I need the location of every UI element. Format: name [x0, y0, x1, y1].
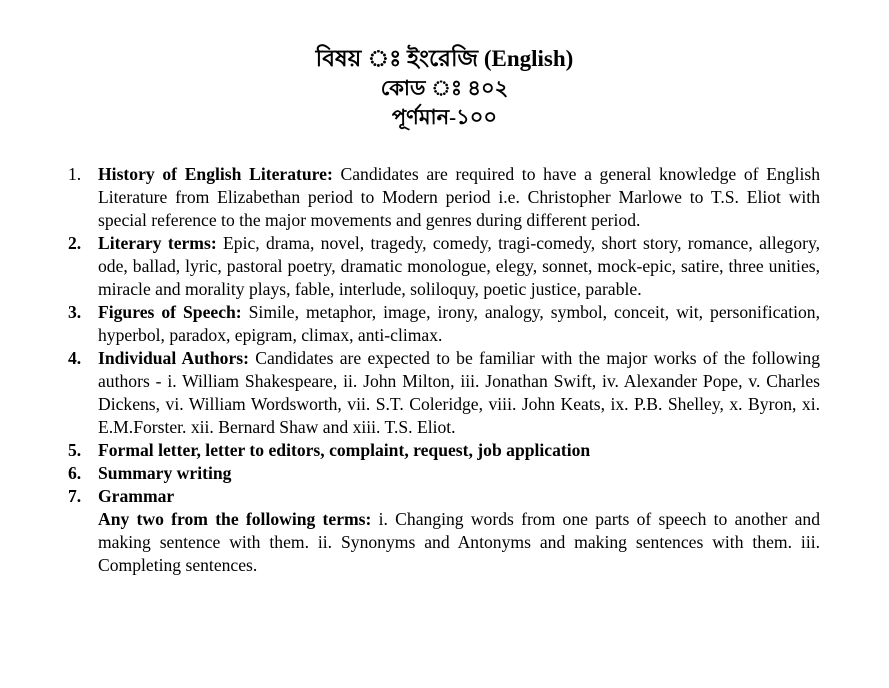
item-text: Candidates are expected to be familiar with the major works of the following authors - i. William Shakespeare, ii. John Milton, iii. Jonathan Swift, iv. Alexander Pope, v. Charles Dickens, vi. William Wordsworth, vii. S.T. Coleridge, viii. John Keats, ix. P.B. Shelley, x. Byron, xi. E.M.Forster. xii. Bernard Shaw and xiii. T.S. Eliot. [98, 348, 820, 437]
item-body [98, 485, 820, 577]
item-title: Individual Authors: [98, 348, 249, 368]
item-number: 1. [68, 164, 82, 184]
syllabus-item-formal-letter [68, 439, 820, 462]
full-marks: পূর্ণমান-১০০ [391, 105, 498, 129]
item-body [98, 439, 820, 462]
item-body [98, 301, 820, 347]
item-title: Formal letter, letter to editors, complaint, request, job application [98, 440, 591, 460]
syllabus-item-history [68, 163, 820, 232]
syllabus-list [68, 163, 820, 577]
item-text: Simile, metaphor, image, irony, analogy, symbol, conceit, wit, personification, hyperbol, paradox, epigram, climax, anti-climax. [98, 302, 820, 345]
item-title: History of English Literature: [98, 164, 333, 184]
item-text: Candidates are required to have a general knowledge of English Literature from Elizabethan period to Modern period i.e. Christopher Marlowe to T.S. Eliot with special reference to the major movements and genres during different period. [98, 164, 820, 230]
syllabus-item-figures-of-speech [68, 301, 820, 347]
item-text: Epic, drama, novel, tragedy, comedy, tragi-comedy, short story, romance, allegory, ode, ballad, lyric, pastoral poetry, dramatic monologue, elegy, sonnet, mock-epic, satire, three unities, miracle and morality plays, fable, interlude, soliloquy, poetic justice, parable. [98, 233, 821, 299]
item-title: Summary writing [98, 463, 232, 483]
grammar-details [98, 508, 820, 577]
item-body [98, 462, 820, 485]
item-number: 5. [68, 440, 82, 460]
document-header [0, 44, 889, 132]
syllabus-item-summary-writing [68, 462, 820, 485]
item-body [98, 163, 820, 232]
syllabus-item-grammar [68, 485, 820, 577]
item-body [98, 232, 820, 301]
item-number: 6. [68, 463, 82, 483]
item-title: Literary terms: [98, 233, 217, 253]
syllabus-item-literary-terms [68, 232, 820, 301]
item-number: 7. [68, 486, 82, 506]
subject-title: বিষয় ঃ ইংরেজি (English) [315, 46, 574, 71]
item-title: Grammar [98, 486, 175, 506]
grammar-subtitle: Any two from the following terms: [98, 509, 372, 529]
subject-code: কোড ঃ ৪০২ [380, 76, 509, 100]
item-number: 2. [68, 233, 82, 253]
item-number: 3. [68, 302, 82, 322]
item-body [98, 347, 820, 439]
syllabus-item-individual-authors [68, 347, 820, 439]
item-number: 4. [68, 348, 82, 368]
grammar-text: i. Changing words from one parts of speech to another and making sentence with them. ii. Synonyms and Antonyms and making sentences with them. iii. Completing sentences. [98, 509, 820, 575]
item-title: Figures of Speech: [98, 302, 242, 322]
